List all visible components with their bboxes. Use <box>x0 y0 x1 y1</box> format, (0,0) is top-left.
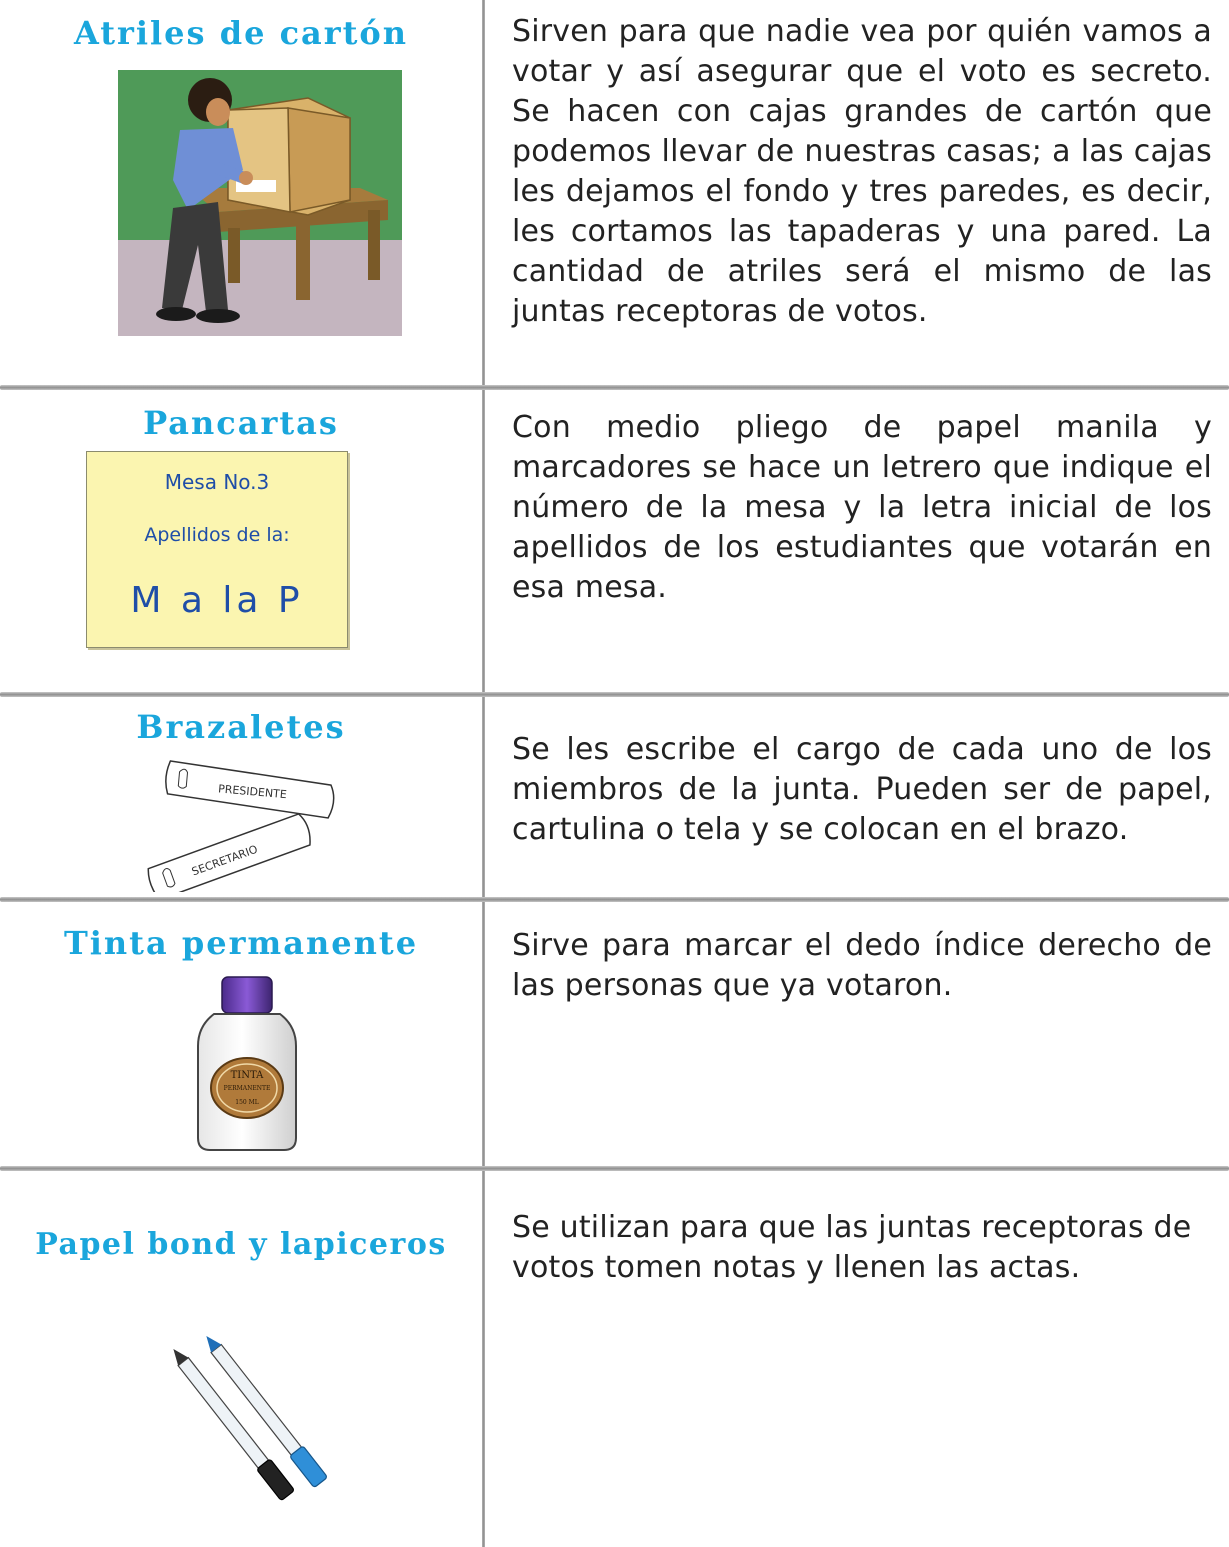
mesa-sign-illustration <box>86 451 348 648</box>
cardboard-booth-illustration <box>118 70 402 336</box>
row-title-brazaletes: Brazaletes <box>136 708 346 746</box>
row-divider <box>0 385 1229 390</box>
sign-line-1: Mesa No.3 <box>164 470 270 494</box>
ink-label-subtitle: PERMANENTE <box>223 1085 271 1092</box>
sign-line-2: Apellidos de la: <box>144 524 290 546</box>
row-description-brazaletes: Se les escribe el cargo de cada uno de los miembros de la junta. Pueden ser de papel, cartulina o tela y se colocan en el brazo. <box>512 732 1212 847</box>
ink-label-title: TINTA <box>230 1070 264 1081</box>
row-title-atriles: Atriles de cartón <box>73 14 409 52</box>
band-secretario-text: SECRETARIO <box>189 842 260 879</box>
row-title-tinta: Tinta permanente <box>63 924 419 962</box>
ink-bottle-illustration <box>192 974 302 1154</box>
row-description-tinta: Sirve para marcar el dedo índice derecho de las personas que ya votaron. <box>512 928 1212 1003</box>
column-divider <box>482 0 485 1547</box>
row-description-atriles: Sirven para que nadie vea por quién vamos a votar y así asegurar que el voto es secreto. Se hacen con cajas grandes de cartón que podemos llevar de nuestras casas; a las cajas les dejamos el fondo y tres paredes, es decir, les cortamos las tapaderas y una pared. La cantidad de atriles será el mismo de las juntas receptoras de votos. <box>512 14 1212 329</box>
row-description-pancartas: Con medio pliego de papel manila y marcadores se hace un letrero que indique el número de la mesa y la letra inicial de los apellidos de los estudiantes que votarán en esa mesa. <box>512 410 1212 605</box>
row-divider <box>0 897 1229 902</box>
armbands-illustration <box>138 752 348 892</box>
sign-line-3: M a la P <box>130 580 304 621</box>
row-divider <box>0 692 1229 697</box>
pens-illustration <box>155 1330 345 1525</box>
ink-label-volume: 150 ML <box>235 1099 259 1106</box>
row-title-papel: Papel bond y lapiceros <box>35 1227 447 1262</box>
band-presidente-text: PRESIDENTE <box>217 782 288 802</box>
row-description-papel: Se utilizan para que las juntas receptoras de votos tomen notas y llenen las actas. <box>512 1210 1192 1285</box>
row-title-pancartas: Pancartas <box>143 404 339 442</box>
row-divider <box>0 1166 1229 1171</box>
